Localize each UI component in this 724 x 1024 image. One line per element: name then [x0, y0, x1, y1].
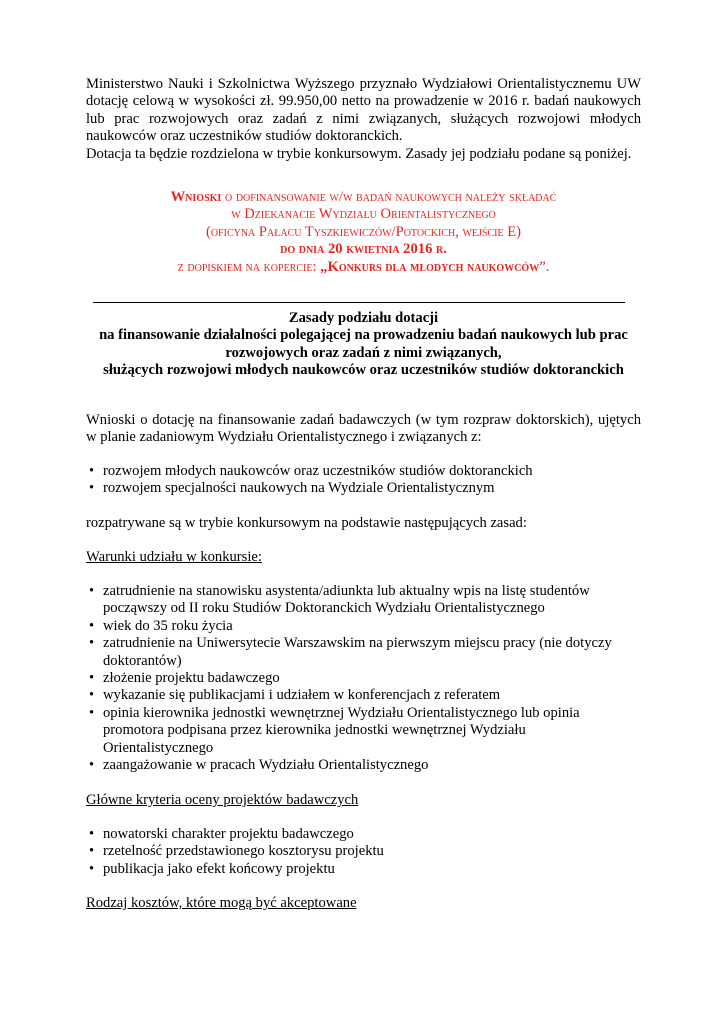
rules-title-line-4: służących rozwojowi młodych naukowców oraz uczestników studiów doktoranckich: [103, 362, 624, 379]
body-paragraph-1: Wnioski o dotację na finansowanie zadań badawczych (w tym rozpraw doktorskich), ujętych w planie zadaniowym Wydziału Orientalistycznego i związanych z:: [86, 412, 641, 446]
body-paragraph-2: rozpatrywane są w trybie konkursowym na podstawie następujących zasad:: [86, 515, 527, 531]
notice-line-5: [86, 259, 641, 276]
conditions-heading: Warunki udziału w konkursie:: [86, 549, 262, 565]
notice-line-5-suffix: ”.: [539, 258, 550, 275]
list-item: • nowatorski charakter projektu badawczego: [86, 826, 641, 843]
list-item: • rzetelność przedstawionego kosztorysu projektu: [86, 843, 641, 860]
notice-line-1-rest: o dofinansowanie w/w badań naukowych należy składać: [221, 189, 557, 205]
intro-paragraph-2: Dotacja ta będzie rozdzielona w trybie konkursowym. Zasady jej podziału podane są poniżej.: [86, 145, 632, 162]
criteria-heading: Główne kryteria oceny projektów badawczych: [86, 792, 359, 808]
notice-line-1: [86, 189, 641, 206]
notice-wnioski: Wnioski: [170, 189, 222, 205]
list-item: • wykazanie się publikacjami i udziałem w konferencjach z referatem: [86, 687, 631, 704]
list-item: • wiek do 35 roku życia: [86, 618, 631, 635]
notice-deadline: do dnia 20 kwietnia 2016 r.: [280, 241, 447, 258]
rules-title: [80, 310, 647, 380]
list-item: • publikacja jako efekt końcowy projektu: [86, 861, 641, 878]
rules-title-line-3: rozwojowych oraz zadań z nimi związanych,: [225, 344, 502, 361]
list-item: • zaangażowanie w pracach Wydziału Orientalistycznego: [86, 757, 631, 774]
intro-section: [86, 76, 641, 163]
rules-title-line-2: na finansowanie działalności polegającej na prowadzeniu badań naukowych lub prac: [99, 327, 628, 344]
list-item: • rozwojem młodych naukowców oraz uczestników studiów doktoranckich: [86, 463, 641, 480]
criteria-list: [86, 826, 641, 878]
list-item: • złożenie projektu badawczego: [86, 670, 631, 687]
notice-line-5-prefix: z dopiskiem na kopercie:: [177, 258, 321, 275]
rules-title-line-1: Zasady podziału dotacji: [288, 310, 439, 326]
notice-line-2: w Dziekanacie Wydziału Orientalistycznego: [231, 206, 496, 223]
list-item: • rozwojem specjalności naukowych na Wydziale Orientalistycznym: [86, 480, 641, 497]
submission-notice: [86, 189, 641, 276]
list-item: • zatrudnienie na stanowisku asystenta/adiunkta lub aktualny wpis na listę studentów począwszy od II roku Studiów Doktoranckich Wydziału Orientalistycznego: [86, 583, 631, 618]
costs-heading: Rodzaj kosztów, które mogą być akceptowane: [86, 895, 357, 911]
notice-line-3: (oficyna Pałacu Tyszkiewiczów/Potockich, wejście E): [205, 223, 522, 240]
horizontal-divider: [93, 302, 625, 303]
list-item: • zatrudnienie na Uniwersytecie Warszawskim na pierwszym miejscu pracy (nie dotyczy doktorantów): [86, 635, 631, 670]
intro-paragraph-1: Ministerstwo Nauki i Szkolnictwa Wyższego przyznało Wydziałowi Orientalistycznemu UW dotację celową w wysokości zł. 99.950,00 netto na prowadzenie w 2016 r. badań naukowych lub prac rozwojowych oraz zadań z nimi związanych, służących rozwojowi młodych naukowców oraz uczestników studiów doktoranckich.: [86, 76, 641, 145]
notice-envelope-label: „Konkurs dla młodych naukowców: [320, 258, 540, 275]
scope-list: [86, 463, 641, 498]
conditions-list: [86, 583, 631, 774]
list-item: • opinia kierownika jednostki wewnętrznej Wydziału Orientalistycznego lub opinia promotora podpisana przez kierownika jednostki wewnętrznej Wydziału Orientalistycznego: [86, 705, 631, 757]
